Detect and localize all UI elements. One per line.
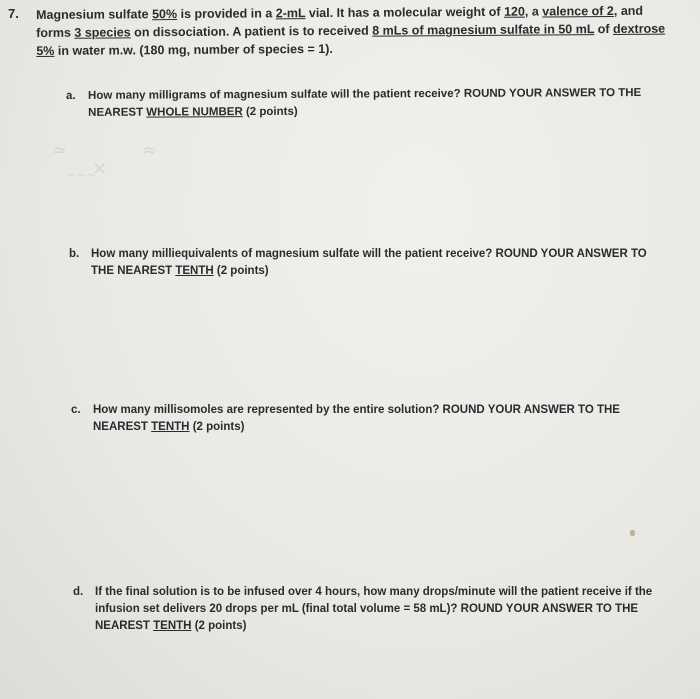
question-intro [36,2,666,60]
intro-underlined-text: 2-mL [275,6,306,21]
intro-underlined-text: 50% [152,7,178,22]
part-text-segment: If the final solution is to be infused over 4 hours, how many drops/minute will the patient receive if the infusion set delivers 20 drops per mL (final total volume = 58 mL)? ROUND YOUR ANSWER TO THE NEAREST [95,586,653,632]
intro-underlined-text: 3 species [74,25,131,40]
part-text [91,246,659,280]
faint-pencil-scribble: ≃ × ≈ ~~~ [52,140,158,182]
part-letter: b. [69,248,80,260]
intro-underlined-text: valence of 2 [542,3,614,19]
question-part-c [71,402,661,436]
part-points: (2 points) [191,620,247,632]
intro-text: , a [524,4,543,19]
part-text [93,402,661,436]
intro-text: in water m.w. (180 mg, number of species = 1). [54,41,333,58]
intro-text: vial. It has a molecular weight of [305,4,505,21]
question-part-d [73,584,673,635]
part-text-segment: How many milliequivalents of magnesium sulfate will the patient receive? ROUND YOUR ANSWER TO THE NEAREST [91,248,647,277]
pencil-mark [630,530,635,536]
intro-underlined-text: 120 [503,4,525,19]
part-text-segment: How many millisomoles are represented by the entire solution? ROUND YOUR ANSWER TO THE NEAREST [93,404,620,433]
intro-text: , and forms [36,3,644,40]
intro-text: of [594,21,614,37]
intro-text: is provided in a [177,6,276,22]
part-letter: a. [66,89,76,102]
intro-text: on dissociation. A patient is to received [130,23,373,40]
part-underlined-text: WHOLE NUMBER [146,106,243,119]
part-text [88,85,656,122]
part-underlined-text: TENTH [153,620,192,632]
part-underlined-text: TENTH [175,265,214,277]
part-points: (2 points) [242,105,298,119]
part-points: (2 points) [189,421,245,433]
question-part-a [66,85,656,122]
part-text [95,584,673,635]
part-underlined-text: TENTH [151,421,190,433]
question-number: 7. [8,6,19,21]
part-text-segment: How many milligrams of magnesium sulfate will the patient receive? ROUND YOUR ANSWER TO THE NEAREST [88,86,642,119]
part-letter: c. [71,404,81,416]
intro-text: Magnesium sulfate [36,7,153,22]
part-points: (2 points) [213,265,269,277]
question-part-b [69,246,659,280]
intro-underlined-text: dextrose 5% [36,21,666,58]
intro-underlined-text: 8 mLs of magnesium sulfate in 50 mL [372,22,595,38]
part-letter: d. [73,586,84,598]
